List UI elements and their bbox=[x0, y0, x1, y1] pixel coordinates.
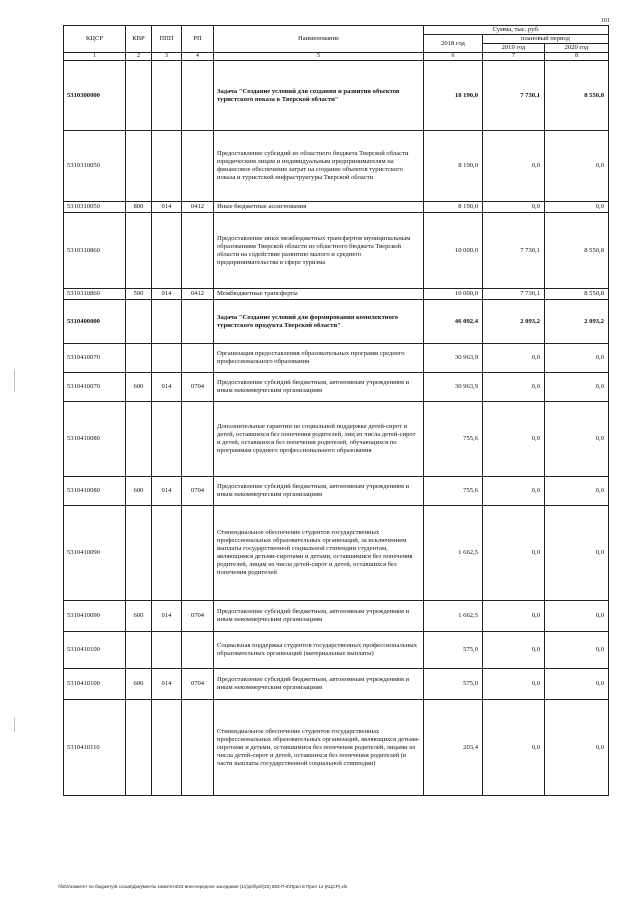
rp-cell: 0704 bbox=[182, 669, 214, 700]
kcsr-cell: 5310410100 bbox=[64, 669, 126, 700]
sum-2018-cell: 30 963,9 bbox=[424, 344, 483, 373]
sum-2020-cell: 8 550,8 bbox=[545, 213, 609, 289]
table-row bbox=[64, 61, 609, 131]
sum-2020-cell: 0,0 bbox=[545, 131, 609, 202]
sum-2019-cell: 0,0 bbox=[483, 402, 545, 477]
ppp-cell bbox=[152, 61, 182, 131]
table-row bbox=[64, 632, 609, 669]
sum-2020-cell: 2 093,2 bbox=[545, 300, 609, 344]
column-index: 4 bbox=[182, 53, 214, 61]
sum-2019-cell: 0,0 bbox=[483, 344, 545, 373]
name-cell: Социальная поддержка студентов государственных профессиональных образовательных организаций (материальные выплаты) bbox=[214, 632, 424, 669]
rp-cell: 0704 bbox=[182, 601, 214, 632]
header-year-2019: 2019 год bbox=[483, 44, 545, 53]
kcsr-cell: 5310410080 bbox=[64, 402, 126, 477]
kvr-cell bbox=[126, 506, 152, 601]
name-cell: Межбюджетные трансферты bbox=[214, 289, 424, 300]
rp-cell bbox=[182, 300, 214, 344]
rp-cell bbox=[182, 632, 214, 669]
sum-2019-cell: 0,0 bbox=[483, 202, 545, 213]
kvr-cell bbox=[126, 300, 152, 344]
sum-2020-cell: 0,0 bbox=[545, 700, 609, 796]
kcsr-cell: 5310410090 bbox=[64, 506, 126, 601]
page-number: 101 bbox=[601, 18, 610, 24]
kcsr-cell: 5310410070 bbox=[64, 344, 126, 373]
kvr-cell: 600 bbox=[126, 601, 152, 632]
name-cell: Иные бюджетные ассигнования bbox=[214, 202, 424, 213]
sum-2018-cell: 203,4 bbox=[424, 700, 483, 796]
table-row bbox=[64, 344, 609, 373]
kvr-cell: 600 bbox=[126, 477, 152, 506]
sum-2019-cell: 0,0 bbox=[483, 669, 545, 700]
name-cell: Задача "Создание условий для формирования комплектного туристского продукта Тверской области" bbox=[214, 300, 424, 344]
sum-2019-cell: 0,0 bbox=[483, 131, 545, 202]
name-cell: Предоставление субсидий бюджетным, автономным учреждениям и иным некоммерческим организациям bbox=[214, 477, 424, 506]
rp-cell: 0704 bbox=[182, 477, 214, 506]
budget-table-sheet bbox=[63, 25, 608, 796]
name-cell: Предоставление иных межбюджетных трансфертов муниципальным образованиям Тверской области из областного бюджета Тверской области на содействие развитию малого и среднего предпринимательства в сфере туризма bbox=[214, 213, 424, 289]
table-row bbox=[64, 506, 609, 601]
kvr-cell bbox=[126, 61, 152, 131]
sum-2020-cell: 0,0 bbox=[545, 373, 609, 402]
kvr-cell bbox=[126, 700, 152, 796]
header-ppp: ППП bbox=[152, 26, 182, 53]
name-cell: Задача "Создание условий для создания и развития объектов туристского показа в Тверской области" bbox=[214, 61, 424, 131]
name-cell: Предоставление субсидий бюджетным, автономным учреждениям и иным некоммерческим организациям bbox=[214, 601, 424, 632]
sum-2020-cell: 0,0 bbox=[545, 202, 609, 213]
table-row bbox=[64, 669, 609, 700]
sum-2019-cell: 0,0 bbox=[483, 373, 545, 402]
ppp-cell bbox=[152, 344, 182, 373]
table-row bbox=[64, 601, 609, 632]
sum-2020-cell: 0,0 bbox=[545, 506, 609, 601]
rp-cell: 0412 bbox=[182, 202, 214, 213]
column-index: 5 bbox=[214, 53, 424, 61]
kvr-cell bbox=[126, 213, 152, 289]
ppp-cell: 014 bbox=[152, 373, 182, 402]
sum-2018-cell: 575,0 bbox=[424, 632, 483, 669]
kvr-cell: 600 bbox=[126, 669, 152, 700]
budget-table-body bbox=[64, 61, 609, 796]
ppp-cell: 014 bbox=[152, 202, 182, 213]
kvr-cell: 800 bbox=[126, 202, 152, 213]
column-index: 1 bbox=[64, 53, 126, 61]
sum-2018-cell: 755,6 bbox=[424, 402, 483, 477]
sum-2020-cell: 0,0 bbox=[545, 632, 609, 669]
kcsr-cell: 5310410100 bbox=[64, 632, 126, 669]
name-cell: Предоставление субсидий из областного бюджета Тверской области юридическим лицам и индивидуальным предпринимателям на финансовое обеспечение затрат на создание объектов туристского показа и туристской инфраструктуры Тверской области bbox=[214, 131, 424, 202]
header-year-2020: 2020 год bbox=[545, 44, 609, 53]
rp-cell bbox=[182, 344, 214, 373]
kcsr-cell: 5310310860 bbox=[64, 213, 126, 289]
column-index-row bbox=[64, 53, 609, 61]
table-row bbox=[64, 289, 609, 300]
scan-mark bbox=[14, 370, 15, 392]
column-index: 3 bbox=[152, 53, 182, 61]
column-index: 7 bbox=[483, 53, 545, 61]
header-name: Наименование bbox=[214, 26, 424, 53]
table-row bbox=[64, 300, 609, 344]
file-path-footer: \\fs01\комитет по бюджету\6 созыв\Документы комитета\33 внеочередное заседание (11)\pril\pril(33) 653-П-6\Прил 8 Прил 14 (КЦСР).xls bbox=[58, 884, 348, 889]
sum-2019-cell: 0,0 bbox=[483, 506, 545, 601]
sum-2020-cell: 0,0 bbox=[545, 669, 609, 700]
sum-2019-cell: 0,0 bbox=[483, 700, 545, 796]
sum-2019-cell: 7 730,1 bbox=[483, 213, 545, 289]
rp-cell bbox=[182, 131, 214, 202]
sum-2020-cell: 0,0 bbox=[545, 601, 609, 632]
kvr-cell bbox=[126, 344, 152, 373]
name-cell: Предоставление субсидий бюджетным, автономным учреждениям и иным некоммерческим организациям bbox=[214, 669, 424, 700]
kcsr-cell: 5310310050 bbox=[64, 202, 126, 213]
sum-2019-cell: 0,0 bbox=[483, 632, 545, 669]
rp-cell bbox=[182, 700, 214, 796]
header-plan-period: плановый период bbox=[483, 35, 609, 44]
kcsr-cell: 5310410090 bbox=[64, 601, 126, 632]
name-cell: Предоставление субсидий бюджетным, автономным учреждениям и иным некоммерческим организациям bbox=[214, 373, 424, 402]
sum-2020-cell: 0,0 bbox=[545, 344, 609, 373]
table-row bbox=[64, 131, 609, 202]
kvr-cell: 500 bbox=[126, 289, 152, 300]
sum-2018-cell: 8 190,0 bbox=[424, 202, 483, 213]
rp-cell bbox=[182, 506, 214, 601]
header-sum: Сумма, тыс. руб. bbox=[424, 26, 609, 35]
ppp-cell: 014 bbox=[152, 477, 182, 506]
kcsr-cell: 5310400000 bbox=[64, 300, 126, 344]
header-kcsr: КЦСР bbox=[64, 26, 126, 53]
sum-2018-cell: 10 000,0 bbox=[424, 289, 483, 300]
table-row bbox=[64, 202, 609, 213]
header-kvr: КВР bbox=[126, 26, 152, 53]
ppp-cell bbox=[152, 700, 182, 796]
table-row bbox=[64, 373, 609, 402]
table-row bbox=[64, 700, 609, 796]
sum-2019-cell: 0,0 bbox=[483, 601, 545, 632]
sum-2019-cell: 7 730,1 bbox=[483, 61, 545, 131]
sum-2020-cell: 8 550,8 bbox=[545, 61, 609, 131]
name-cell: Дополнительные гарантии по социальной поддержке детей-сирот и детей, оставшихся без попечения родителей, лиц из числа детей-сирот и детей, оставшихся без попечения родителей, обучающихся по программам среднего профессионального образования bbox=[214, 402, 424, 477]
header-rp: РП bbox=[182, 26, 214, 53]
ppp-cell bbox=[152, 506, 182, 601]
rp-cell: 0412 bbox=[182, 289, 214, 300]
rp-cell bbox=[182, 213, 214, 289]
kcsr-cell: 5310310860 bbox=[64, 289, 126, 300]
kvr-cell bbox=[126, 632, 152, 669]
ppp-cell bbox=[152, 213, 182, 289]
ppp-cell bbox=[152, 131, 182, 202]
rp-cell: 0704 bbox=[182, 373, 214, 402]
scan-mark bbox=[14, 718, 15, 732]
ppp-cell: 014 bbox=[152, 601, 182, 632]
kcsr-cell: 5310410110 bbox=[64, 700, 126, 796]
kcsr-cell: 5310410070 bbox=[64, 373, 126, 402]
rp-cell bbox=[182, 61, 214, 131]
sum-2019-cell: 0,0 bbox=[483, 477, 545, 506]
kcsr-cell: 5310300000 bbox=[64, 61, 126, 131]
ppp-cell: 014 bbox=[152, 289, 182, 300]
sum-2018-cell: 30 963,9 bbox=[424, 373, 483, 402]
name-cell: Стипендиальное обеспечение студентов государственных профессиональных образовательных организаций, за исключением выплаты государственной социальной стипендии студентам, являющимся детьми-сиротами и детьми, оставшимися без попечения родителей, лицам из числа детей-сирот и детей, оставшихся без попечения родителей bbox=[214, 506, 424, 601]
sum-2018-cell: 1 662,5 bbox=[424, 601, 483, 632]
ppp-cell: 014 bbox=[152, 669, 182, 700]
column-index: 2 bbox=[126, 53, 152, 61]
kvr-cell bbox=[126, 131, 152, 202]
table-row bbox=[64, 402, 609, 477]
sum-2018-cell: 575,0 bbox=[424, 669, 483, 700]
name-cell: Стипендиальное обеспечение студентов государственных профессиональных образовательных организаций, являющихся детьми-сиротами и детьми, оставшимися без попечения родителей, лицами из числа детей-сирот и детей, оставшихся без попечения родителей (в части выплаты государственной социальной стипендии) bbox=[214, 700, 424, 796]
sum-2018-cell: 46 092,4 bbox=[424, 300, 483, 344]
sum-2020-cell: 0,0 bbox=[545, 402, 609, 477]
sum-2018-cell: 8 190,0 bbox=[424, 131, 483, 202]
column-index: 6 bbox=[424, 53, 483, 61]
kcsr-cell: 5310310050 bbox=[64, 131, 126, 202]
rp-cell bbox=[182, 402, 214, 477]
sum-2018-cell: 18 190,0 bbox=[424, 61, 483, 131]
sum-2020-cell: 0,0 bbox=[545, 477, 609, 506]
ppp-cell bbox=[152, 300, 182, 344]
sum-2018-cell: 1 662,5 bbox=[424, 506, 483, 601]
kvr-cell: 600 bbox=[126, 373, 152, 402]
ppp-cell bbox=[152, 402, 182, 477]
column-index: 8 bbox=[545, 53, 609, 61]
table-row bbox=[64, 477, 609, 506]
sum-2019-cell: 2 093,2 bbox=[483, 300, 545, 344]
sum-2020-cell: 8 550,8 bbox=[545, 289, 609, 300]
sum-2019-cell: 7 730,1 bbox=[483, 289, 545, 300]
header-year-2018: 2018 год bbox=[424, 35, 483, 53]
kvr-cell bbox=[126, 402, 152, 477]
ppp-cell bbox=[152, 632, 182, 669]
budget-table bbox=[63, 25, 609, 796]
name-cell: Организация предоставления образовательных программ среднего профессионального образования bbox=[214, 344, 424, 373]
sum-2018-cell: 755,6 bbox=[424, 477, 483, 506]
sum-2018-cell: 10 000,0 bbox=[424, 213, 483, 289]
table-row bbox=[64, 213, 609, 289]
kcsr-cell: 5310410080 bbox=[64, 477, 126, 506]
